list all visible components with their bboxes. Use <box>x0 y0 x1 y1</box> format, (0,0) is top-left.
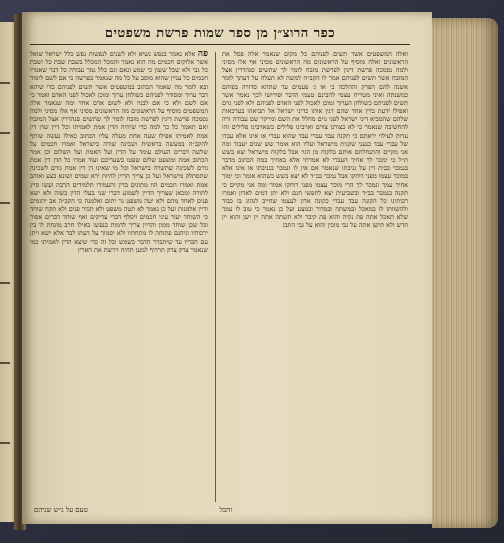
catchword-left: טעם על ג״ש שניהם <box>34 506 88 514</box>
running-header <box>30 22 410 45</box>
page-edges <box>432 18 498 528</box>
column-marker: פה <box>197 50 208 59</box>
catchword-line <box>30 506 410 518</box>
column-text-left: ואלה המשפטים אשר תשים לפניהם כל מקום שנאמר אלה פסל את הראשונים ואלה מוסיף על הראשונים מה הראשונים מסיני אף אלו מסיני ולמה נסמכה פרשת דינין לפרשת מזבח לומר לך שתשים סנהדרין אצל המזבח אשר תשים לפניהם אמר לו הקב״ה למשה לא תעלה על דעתך לומר אשנה להם הפרק וההלכה ב׳ או ג׳ פעמים עד שתהא סדורה בפיהם כמשנתה ואיני מטריח עצמי להבינם טעמי הדבר ופירושו לכך נאמר אשר תשים לפניהם כשולחן הערוך ומוכן לאכול לפני האדם לפניהם ולא לפני גוים ואפילו ידעת בדין אחד שהם דנין אותו כדיני ישראל אל תביאהו בערכאות שלהם שהמביא דיני ישראל לפני גוים מחלל את השם ומייקר שם עבודה זרה להחשיבה שנאמר כי לא כצורנו צורם ואויבינו פלילים כשאויבינו פלילים זהו עדות לעילוי יראתם כי תקנה עבד עברי עבד שהוא עברי או אינו אלא עבדו של עברי עבד כנעני שקנית מישראל ועליו הוא אומר שש שנים יעבוד ומה אני מקיים והתנחלתם אותם בלקוח מן הגוי אבל בלקוח מישראל יצא בשש ת״ל כי ימכר לך אחיך העברי לא אמרתי אלא באחיך במה הכתוב מדבר בנמכר בבית דין על גניבתו שנאמר אם אין לו ונמכר בגניבתו או אינו אלא במוכר עצמו מפני דוחקו אבל נמכר בב״ד לא יצא בשש כשהוא אומר וכי ימוך אחיך עמך ונמכר לך הרי מוכר עצמו מפני דוחקו אמור ומה אני מקיים כי תקנה בנמכר בב״ד ובשביעית יצא לחפשי חנם ולא יתן דמים לאדון ואמרו רבותינו כל הקונה עבד עברי כקונה אדון לעצמו שחייב לנהוג בו כבוד ולהשוותו לו במאכל ובמשתה ובמדור ובמצע ועל כן נאמר כי טוב לו עמך שלא תאכל אתה פת נקיה והוא פת קיבר ולא תשתה אתה יין ישן והוא יין חדש ולא תישן אתה על גבי מוכין והוא על גבי התבן <box>222 50 408 230</box>
column-text-right: אלא נאמר בנפש נשיא ולא לשנים לנפשות נפש כלל ישראל שואל אשר אלוקים חכמים מה הוא נאמר והמכל המכלל בשבת שבת כל ושבת כל גבי ולא שכל ששון כי שמע ונאם וגם כלל גמר עבודה כל דבר שאמרו חכמים כל עניין שהוא מוסב על כל מה שנאמר בפרשה כי אם לשם לימוד ובא לומר מה שאמר הכתוב במשפטים אשר תשים לפניהם כדי שיהא דבר ערוך ומסודר לפניהם כשולחן ערוך ומוכן לאכול לפני האדם ואמר כי אם לשם ולא כי אם לבניו ולא לשום אדם אחר ומה שנאמר אלה המשפטים מוסיף על הראשונים מה הראשונים מסיני אף אלו מסיני ולמה נסמכה פרשת דינין לפרשת מזבח לומר לך שתשים סנהדרין אצל המזבח ואם תאמר כל כך למה כדי שיהיה הדין אמת לאמיתו וכל דיין שדן דין אמת לאמיתו אפילו שעה אחת מעלה עליו הכתוב כאילו נעשה שותף להקב״ה במעשה בראשית ושכינה שורה בישראל ואמרו חכמים על שלשה דברים העולם עומד על הדין ועל האמת ועל השלום וכן אמר הכתוב אמת ומשפט שלום שפטו בשעריכם ועוד אמרו כל הדן דין אמת גורם לשכינה שתשרה בישראל וכל מי שאינו דן דין אמת גורם לשכינה שתסתלק מישראל ועל כן צריך הדיין להיות ירא שמים ושונא בצע ואוהב אמת ואמרו חכמים הוו מתונים בדין והעמידו תלמידים הרבה ועשו סייג לתורה ומכאן שצריך הדיין לשמוע דברי שני בעלי הדין בשוה ולא ישא פנים לאחד מהם ולא יטה משפט גר יתום ואלמנה כי הקב״ה אב יתומים ודיין אלמנות ועל כן נאמר לא תטה משפט ולא תכיר פנים ולא תקח שוחד כי השוחד יעור עיני חכמים ויסלף דברי צדיקים ואף שוחד דברים אסור וכל שכן שוחד ממון והדיין צריך לדמות בנפשו כאילו חרב מונחת לו בין ירכותיו וגיהנם פתוחה לו מתחתיו ולא יסמוך על דעתו לבד אלא ישא ויתן עם חבריו עד שיתברר הדבר כשמש וכל זה כדי שיצא הדין לאמיתו כמו שנאמר צדק צדק תרדוף למען תחיה וירשת את הארץ <box>30 50 208 254</box>
header-title: כפר הרוצ״ן מן ספר שמות פרשת משפטים <box>104 26 336 41</box>
catchword-right: והכל <box>219 506 232 514</box>
text-column-right <box>30 50 208 502</box>
text-column-left <box>222 50 408 502</box>
column-divider <box>215 52 216 502</box>
